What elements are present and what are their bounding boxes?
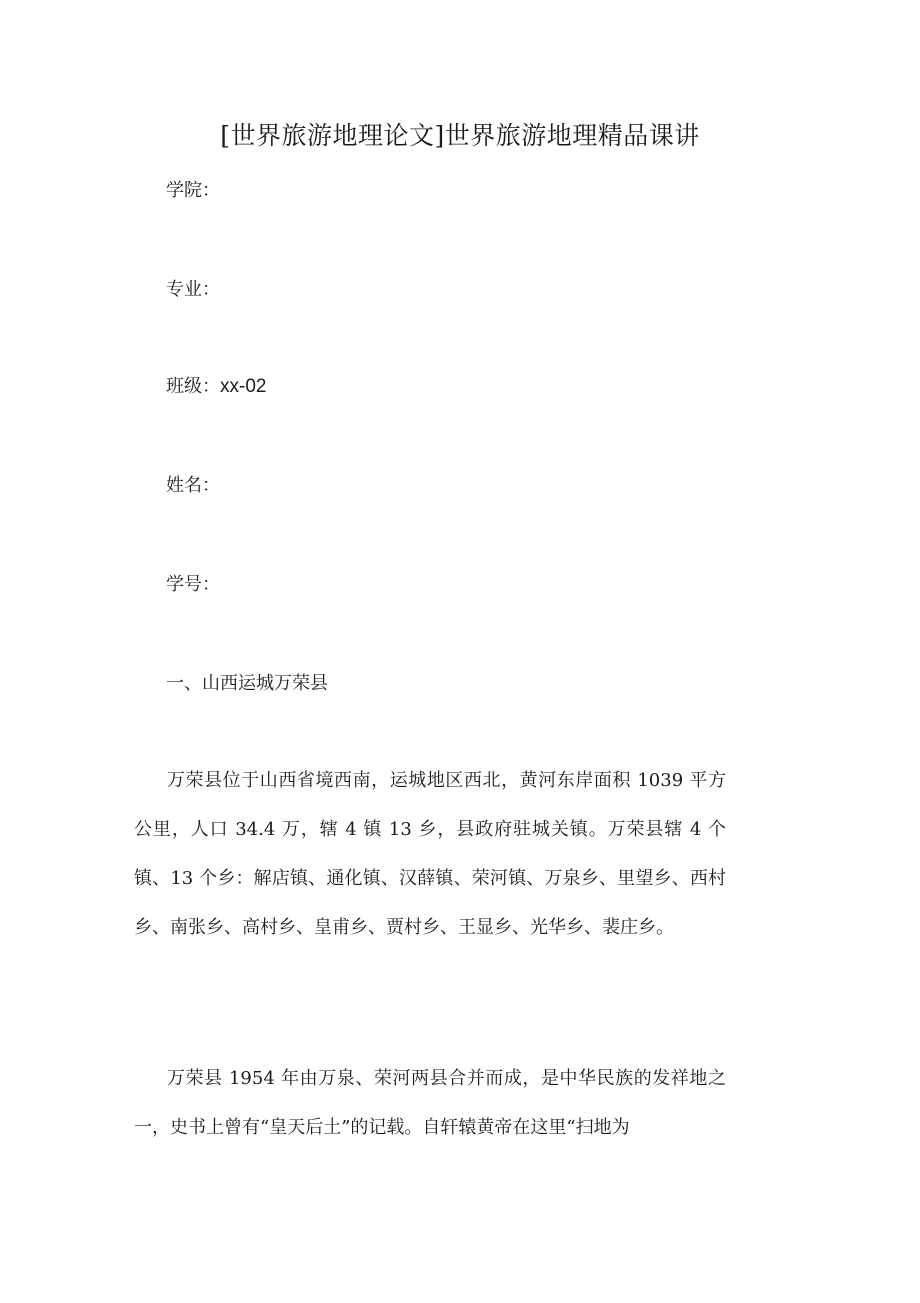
field-major [166, 277, 220, 303]
field-college [166, 178, 220, 204]
section-heading: 一、山西运城万荣县 [166, 673, 328, 694]
field-class [166, 374, 266, 400]
field-major-label: 专业： [166, 279, 220, 300]
field-class-value: xx-02 [220, 376, 267, 397]
field-student-id-label: 学号： [166, 574, 220, 595]
field-name-label: 姓名： [166, 475, 220, 496]
field-name [166, 473, 220, 499]
paragraph: 万荣县位于山西省境西南，运城地区西北，黄河东岸面积 1039 平方公里，人口 34.4 万，辖 4 镇 13 乡，县政府驻城关镇。万荣县辖 4 个镇、13 个乡：解店镇、通化镇、汉薛镇、荣河镇、万泉乡、里望乡、西村乡、南张乡、高村乡、皇甫乡、贾村乡、王显乡、光华乡、裴庄乡。 [134, 770, 726, 938]
document-title: [世界旅游地理论文]世界旅游地理精品课讲 [220, 121, 700, 150]
field-student-id [166, 572, 220, 598]
field-college-label: 学院： [166, 180, 220, 201]
paragraph: 万荣县 1954 年由万泉、荣河两县合并而成，是中华民族的发祥地之一，史书上曾有“皇天后土”的记载。自轩辕黄帝在这里“扫地为 [134, 1068, 726, 1138]
field-class-label: 班级： [166, 376, 220, 397]
